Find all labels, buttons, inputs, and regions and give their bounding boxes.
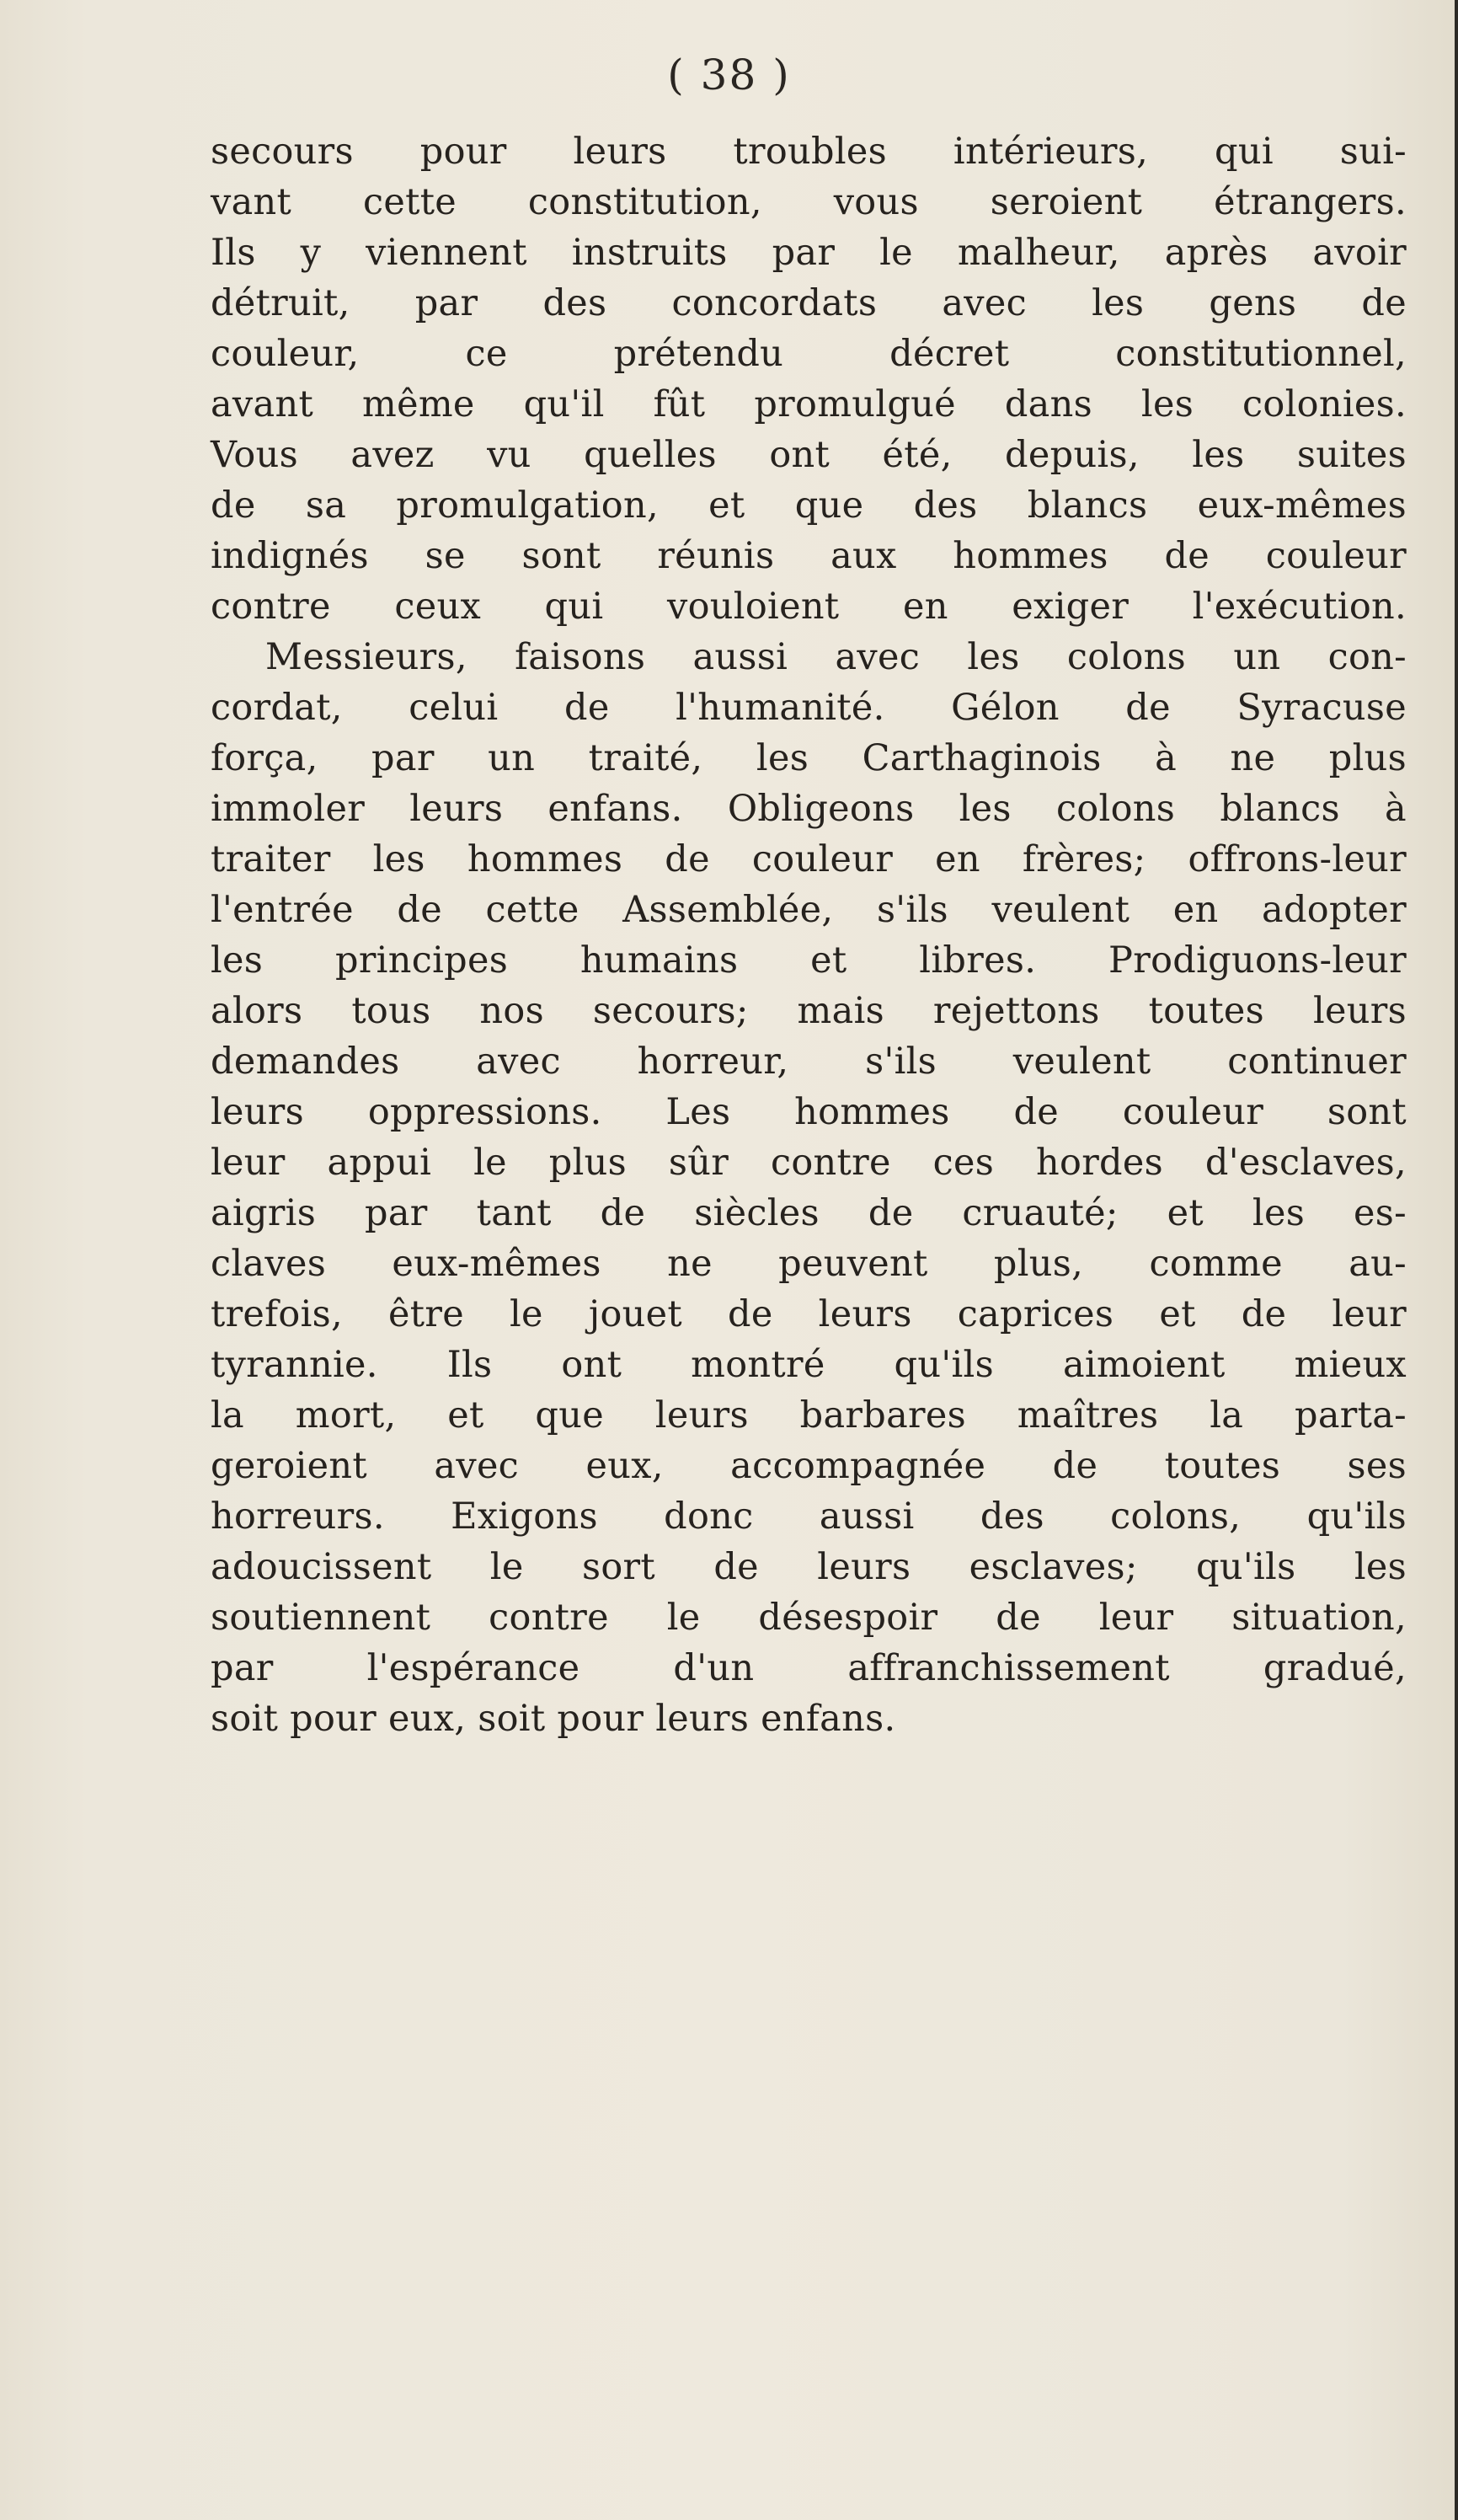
text-line: les principes humains et libres. Prodiguons-leur bbox=[211, 939, 1407, 982]
text-line: horreurs. Exigons donc aussi des colons, qu'ils bbox=[211, 1495, 1407, 1538]
text-line: adoucissent le sort de leurs esclaves; qu'ils les bbox=[211, 1546, 1407, 1588]
text-line: força, par un traité, les Carthaginois à ne plus bbox=[211, 737, 1407, 779]
text-line: alors tous nos secours; mais rejettons toutes leurs bbox=[211, 990, 1407, 1032]
body-text bbox=[211, 126, 1407, 1744]
paragraph-start-line: Messieurs, faisons aussi avec les colons un con- bbox=[265, 636, 1407, 678]
text-line: trefois, être le jouet de leurs caprices et de leur bbox=[211, 1293, 1407, 1335]
text-line: l'entrée de cette Assemblée, s'ils veulent en adopter bbox=[211, 889, 1407, 931]
text-line: cordat, celui de l'humanité. Gélon de Syracuse bbox=[211, 687, 1407, 729]
text-line: traiter les hommes de couleur en frères; offrons-leur bbox=[211, 838, 1407, 880]
text-line: la mort, et que leurs barbares maîtres la parta- bbox=[211, 1394, 1407, 1437]
text-line: leurs oppressions. Les hommes de couleur sont bbox=[211, 1091, 1407, 1133]
page-edge-shadow bbox=[1455, 0, 1458, 2520]
page-number: ( 38 ) bbox=[667, 51, 791, 99]
text-line: couleur, ce prétendu décret constitutionnel, bbox=[211, 333, 1407, 375]
text-line: indignés se sont réunis aux hommes de couleur bbox=[211, 535, 1407, 577]
text-line: soutiennent contre le désespoir de leur situation, bbox=[211, 1597, 1407, 1639]
text-line: secours pour leurs troubles intérieurs, qui sui- bbox=[211, 131, 1407, 173]
text-line: leur appui le plus sûr contre ces hordes d'esclaves, bbox=[211, 1142, 1407, 1184]
text-line: tyrannie. Ils ont montré qu'ils aimoient mieux bbox=[211, 1344, 1407, 1386]
text-line: Vous avez vu quelles ont été, depuis, les suites bbox=[211, 434, 1407, 476]
paragraph-end-line: soit pour eux, soit pour leurs enfans. bbox=[211, 1698, 896, 1740]
text-line: contre ceux qui vouloient en exiger l'exécution. bbox=[211, 586, 1407, 628]
text-line: geroient avec eux, accompagnée de toutes ses bbox=[211, 1445, 1407, 1487]
text-line: de sa promulgation, et que des blancs eux-mêmes bbox=[211, 484, 1407, 527]
text-line: immoler leurs enfans. Obligeons les colons blancs à bbox=[211, 788, 1407, 830]
text-line: détruit, par des concordats avec les gens de bbox=[211, 282, 1407, 324]
text-line: Ils y viennent instruits par le malheur, après avoir bbox=[211, 232, 1407, 274]
text-line: par l'espérance d'un affranchissement gradué, bbox=[211, 1647, 1407, 1689]
text-line: aigris par tant de siècles de cruauté; et les es- bbox=[211, 1192, 1407, 1234]
text-line: demandes avec horreur, s'ils veulent continuer bbox=[211, 1041, 1407, 1083]
text-line: avant même qu'il fût promulgué dans les colonies. bbox=[211, 383, 1407, 425]
text-line: vant cette constitution, vous seroient étrangers. bbox=[211, 181, 1407, 223]
text-line: claves eux-mêmes ne peuvent plus, comme au- bbox=[211, 1243, 1407, 1285]
